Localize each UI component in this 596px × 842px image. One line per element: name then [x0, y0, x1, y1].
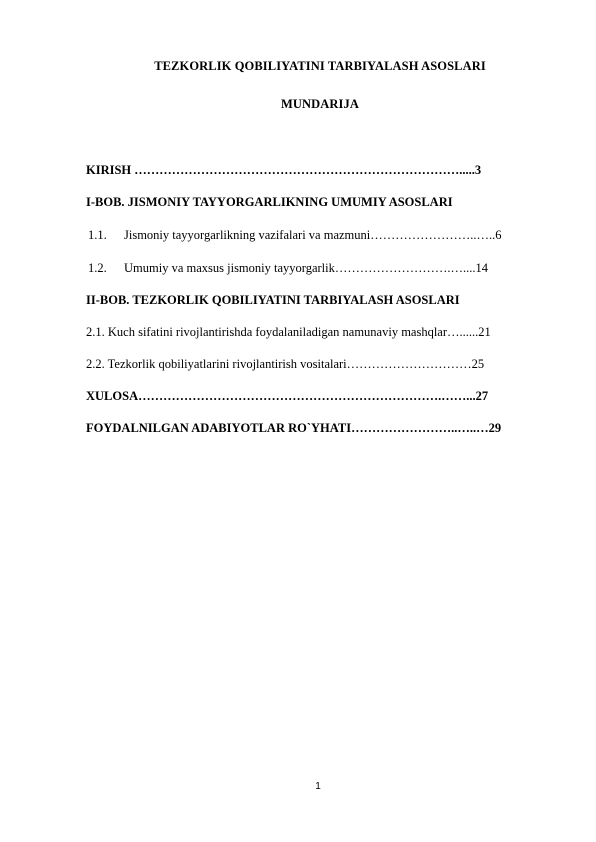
toc-entry-kirish: KIRISH …………………………………………………………………….....3	[86, 163, 482, 177]
page-number: 1	[315, 781, 321, 792]
toc-entry-2-1: 2.1. Kuch sifatini rivojlantirishda foydalaniladigan namunaviy mashqlar…......21	[86, 325, 491, 339]
toc-entry-xulosa: XULOSA……………………………………………………………….……...27	[86, 389, 489, 403]
toc-heading: MUNDARIJA	[281, 97, 359, 111]
toc-entry-text: Umumiy va maxsus jismoniy tayyorgarlik……………………….…....14	[124, 261, 488, 275]
toc-entry-text: Jismoniy tayyorgarlikning vazifalari va mazmuni……………………..…..6	[124, 228, 502, 242]
toc-entry-number: 1.1.	[88, 228, 107, 242]
toc-entry-1-2	[88, 260, 488, 276]
document-title: TEZKORLIK QOBILIYATINI TARBIYALASH ASOSLARI	[154, 59, 486, 73]
toc-entry-chapter-1: I-BOB. JISMONIY TAYYORGARLIKNING UMUMIY ASOSLARI	[86, 195, 453, 209]
toc-entry-2-2: 2.2. Tezkorlik qobiliyatlarini rivojlantirish vositalari…………………………25	[86, 357, 485, 371]
toc-entry-bibliography: FOYDALNILGAN ADABIYOTLAR RO`YHATI……………………..…..…29	[86, 421, 502, 435]
toc-entry-number: 1.2.	[88, 261, 107, 275]
toc-entry-chapter-2: II-BOB. TEZKORLIK QOBILIYATINI TARBIYALASH ASOSLARI	[86, 293, 460, 307]
toc-entry-1-1	[88, 227, 501, 243]
